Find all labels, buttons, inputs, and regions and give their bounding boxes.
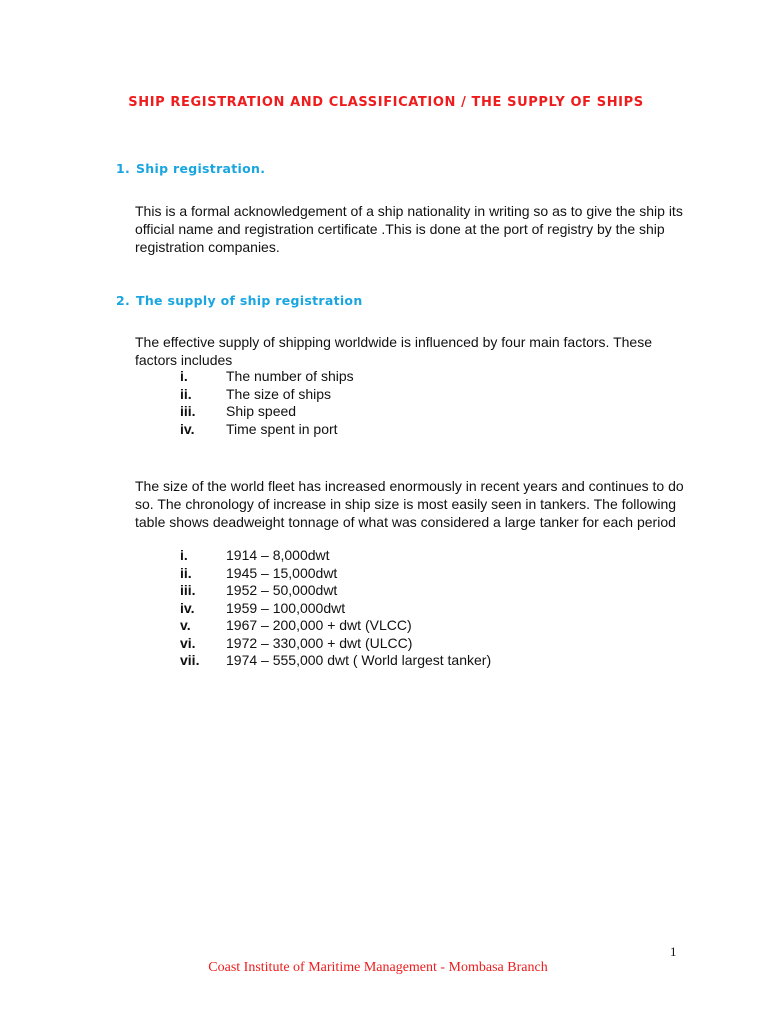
list-numeral: ii. bbox=[180, 385, 192, 402]
list-item bbox=[180, 386, 354, 404]
list-numeral: iii. bbox=[180, 403, 196, 419]
list-item bbox=[180, 421, 354, 439]
list-text: 1967 – 200,000 + dwt (VLCC) bbox=[226, 617, 412, 633]
list-numeral: v. bbox=[180, 617, 191, 633]
list-numeral: iii. bbox=[180, 582, 196, 598]
page-number: 1 bbox=[670, 944, 677, 959]
section-1-heading bbox=[116, 161, 265, 176]
list-text: 1914 – 8,000dwt bbox=[226, 547, 330, 563]
list-text: Ship speed bbox=[226, 403, 297, 419]
page-footer: Coast Institute of Maritime Management - Mombasa Branch bbox=[208, 960, 548, 975]
list-item bbox=[180, 547, 491, 565]
list-item bbox=[180, 565, 491, 583]
list-item bbox=[180, 368, 354, 386]
list-text: 1959 – 100,000dwt bbox=[226, 599, 346, 616]
section-2-paragraph: The effective supply of shipping worldwide is influenced by four main factors. These factors includes bbox=[135, 334, 652, 368]
list-numeral: i. bbox=[180, 368, 188, 384]
list-text: The size of ships bbox=[226, 385, 332, 402]
list-text: 1972 – 330,000 + dwt (ULCC) bbox=[226, 634, 413, 651]
section-2-number: 2. bbox=[116, 293, 131, 308]
list-numeral: vi. bbox=[180, 634, 196, 651]
section-1-number: 1. bbox=[116, 161, 131, 176]
list-item bbox=[180, 635, 491, 653]
list-text: 1945 – 15,000dwt bbox=[226, 564, 338, 581]
section-2-heading bbox=[116, 293, 363, 308]
section-2-title: The supply of ship registration bbox=[136, 293, 363, 308]
list-numeral: i. bbox=[180, 547, 188, 563]
list-text: Time spent in port bbox=[226, 420, 338, 437]
document-title: SHIP REGISTRATION AND CLASSIFICATION / THE SUPPLY OF SHIPS bbox=[128, 95, 644, 110]
list-numeral: ii. bbox=[180, 564, 192, 581]
section-1-paragraph: This is a formal acknowledgement of a ship nationality in writing so as to give the ship its official name and registration certificate .This is done at the port of registry by the ship registration companies. bbox=[135, 203, 683, 255]
list-item bbox=[180, 652, 491, 670]
list-item bbox=[180, 582, 491, 600]
list-text: The number of ships bbox=[226, 368, 354, 384]
list-item bbox=[180, 403, 354, 421]
tanker-sizes-list bbox=[180, 547, 491, 670]
list-text: 1952 – 50,000dwt bbox=[226, 582, 338, 598]
list-numeral: vii. bbox=[180, 652, 200, 668]
list-numeral: iv. bbox=[180, 599, 195, 616]
list-text: 1974 – 555,000 dwt ( World largest tanker) bbox=[226, 652, 492, 668]
list-item bbox=[180, 617, 491, 635]
fleet-paragraph: The size of the world fleet has increased enormously in recent years and continues to do so. The chronology of increase in ship size is most easily seen in tankers. The following table shows deadweight tonnage of what was considered a large tanker for each period bbox=[135, 478, 684, 530]
list-item bbox=[180, 600, 491, 618]
supply-factors-list bbox=[180, 368, 354, 438]
list-numeral: iv. bbox=[180, 420, 195, 437]
section-1-title: Ship registration. bbox=[136, 161, 266, 176]
